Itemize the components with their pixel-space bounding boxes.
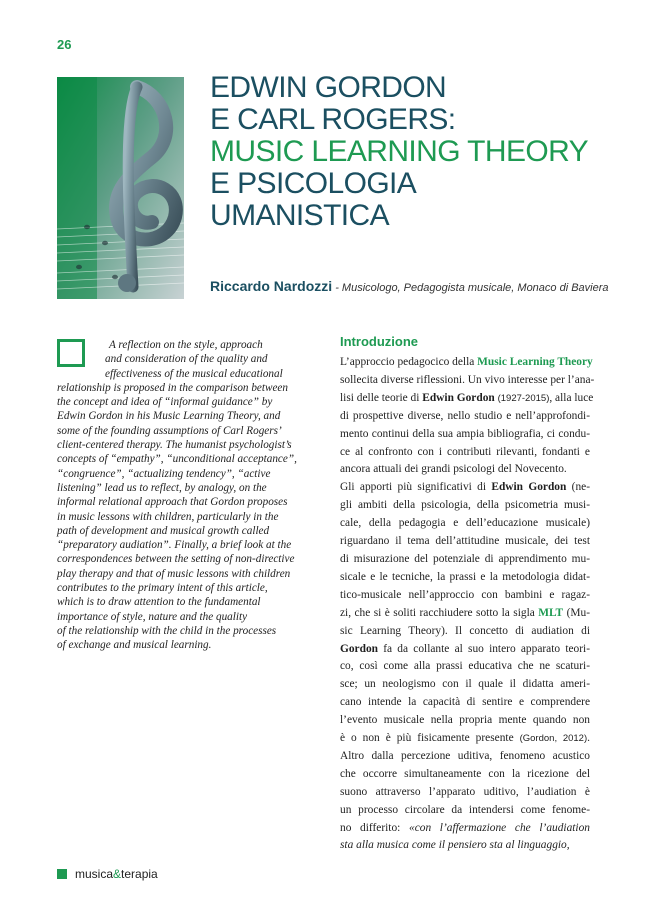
body-segment: no differito: (340, 821, 409, 834)
body-segment: di misurazione del potenziale di apprendimento mu- (340, 552, 590, 565)
body-line (340, 515, 590, 533)
title-line-5: UMANISTICA (210, 199, 390, 232)
abstract-box-icon (57, 339, 85, 367)
body-line (340, 426, 590, 444)
body-line (340, 587, 590, 605)
footer-brand-amp: & (113, 867, 122, 881)
body-line (340, 444, 590, 462)
body-segment: mento continui della sua ampia bibliografia, ci condu- (340, 427, 590, 440)
abstract-line: contributes to the primary intent of this article, (57, 582, 268, 595)
body-line (340, 837, 590, 855)
treble-clef-image (57, 77, 184, 299)
footer-square-icon (57, 869, 67, 879)
body-segment: Edwin Gordon (422, 391, 495, 404)
body-segment: zi, che si è soliti racchiudere sotto la sigla (340, 606, 539, 619)
body-segment: co, così come alla prassi educativa che ne scaturi- (340, 660, 590, 673)
body-segment: ancora attuali dei grandi psicologi del Novecento. (340, 463, 567, 476)
body-segment: (1927-2015) (497, 392, 550, 404)
body-segment: ce al confronto con i contributi rilevanti, fondanti e (340, 445, 590, 458)
body-line (340, 390, 594, 408)
abstract-line: concepts of “empathy”, “unconditional acceptance”, (57, 453, 297, 466)
abstract-line: play therapy and that of music lessons with children (57, 567, 291, 580)
body-line (340, 372, 595, 390)
abstract-line: Edwin Gordon in his Music Learning Theory, and (57, 410, 281, 423)
body-segment: L’approccio pedagocico della (340, 356, 478, 368)
abstract-line: informal relational approach that Gordon proposes (57, 496, 288, 509)
body-segment: Edwin Gordon (491, 481, 567, 494)
body-line (340, 820, 590, 838)
body-segment: un processo circolare da intendersi come fenome- (340, 803, 590, 816)
body-line (340, 730, 590, 748)
abstract-line: of the relationship with the child in the processes (57, 624, 277, 637)
body-segment: riguardano il tema dell’attitudine musicale, dei test (340, 535, 590, 548)
body-segment: l’evento musicale nella propria mente quando non (340, 714, 590, 727)
body-line (340, 551, 590, 569)
title-line-4: E PSICOLOGIA (210, 167, 417, 200)
footer-brand-part2: terapia (121, 867, 158, 881)
body-line (340, 766, 590, 784)
footer-brand-part1: musica (75, 867, 114, 881)
body-segment: (Mu- (563, 606, 590, 619)
abstract-line: relationship is proposed in the comparison between (57, 381, 288, 394)
abstract-line: client-centered therapy. The humanist psychologist’s (57, 439, 292, 452)
abstract-line: which is to draw attention to the fundamental (57, 596, 261, 609)
body-segment: Gordon (340, 642, 378, 655)
body-line (340, 748, 590, 766)
body-segment: Gli apporti più significativi di (340, 481, 492, 494)
body-segment: è o non è più fisicamente presente (340, 732, 520, 745)
body-line (340, 784, 590, 802)
body-segment: (ne- (566, 481, 591, 494)
body-line (340, 497, 590, 515)
title-line-2: E CARL ROGERS: (210, 103, 456, 136)
body-line (340, 802, 590, 820)
body-segment: sta alla musica come il pensiero sta al linguaggio, (340, 839, 570, 852)
body-segment: cano intende la capacità di sentire e comprendere (340, 696, 590, 709)
body-segment: gli ambiti della psicologia, della psicometria musi- (340, 499, 590, 512)
abstract-line: importance of style, nature and the quality (57, 610, 248, 623)
title-line-1: EDWIN GORDON (210, 71, 447, 104)
abstract-line: listening” lead us to reflect, by analogy, on the (57, 481, 267, 494)
body-segment: Altro dalla percezione uditiva, fenomeno acustico (340, 749, 590, 762)
body-line (340, 533, 590, 551)
author-role: Musicologo, Pedagogista musicale, Monaco di Baviera (341, 282, 609, 294)
body-line (340, 461, 590, 479)
body-line (340, 479, 590, 497)
body-line (340, 623, 590, 641)
abstract-line: “congruence”, “actualizing tendency”, “active (57, 467, 271, 480)
body-segment: sicale e le tecniche, la prassi e la metodologia didat- (340, 570, 590, 583)
body-segment: (Gordon, 2012) (519, 733, 588, 745)
section-heading: Introduzione (340, 334, 418, 349)
body-segment: fa da collante al suo intero apparato teori- (377, 642, 590, 655)
abstract-line: of exchange and musical learning. (57, 639, 212, 652)
abstract (57, 338, 307, 653)
body-segment: lisi delle teorie di (340, 391, 423, 404)
article-title (210, 72, 630, 232)
abstract-line: in music lessons with children, particularly in the (57, 510, 279, 523)
body-line (340, 605, 590, 623)
body-line (340, 569, 590, 587)
body-segment: sollecita diverse riflessioni. Un vivo interesse per l’ana- (340, 373, 595, 386)
body-line (340, 658, 590, 676)
body-line (340, 712, 590, 730)
body-line (340, 408, 590, 426)
body-line (340, 694, 590, 712)
footer-brand (57, 867, 158, 881)
body-segment: «con l’affermazione che l’audiation (409, 821, 590, 834)
abstract-line: and consideration of the quality and (105, 353, 268, 366)
author-name: Riccardo Nardozzi (210, 278, 333, 294)
body-segment: che occorre simultaneamente con la ricezione del (340, 767, 590, 780)
byline-separator: - (332, 282, 342, 294)
abstract-line: some of the founding assumptions of Carl Rogers’ (57, 424, 282, 437)
body-segment: . (587, 732, 590, 745)
body-segment: Music Learning Theory (477, 356, 593, 368)
body-segment: sce; un neologismo con il quale il didatta ameri- (340, 678, 590, 691)
body-line (340, 354, 593, 372)
body-segment: cale, della pedagogia e dell’educazione musicale) (340, 517, 590, 530)
body-segment: , alla luce (549, 391, 594, 404)
body-segment: tico-musicale nell’approccio con bambini e ragaz- (340, 588, 590, 601)
body-text (340, 354, 595, 855)
byline (210, 278, 609, 296)
abstract-line: effectiveness of the musical educational (105, 367, 283, 380)
abstract-line: correspondences between the setting of non-directive (57, 553, 295, 566)
body-line (340, 641, 590, 659)
page-number: 26 (57, 37, 72, 52)
abstract-line: A reflection on the style, approach (109, 339, 263, 351)
body-segment: sic Learning Theory). Il concetto di audiation di (340, 624, 590, 637)
abstract-line: path of development and musical growth called (57, 524, 270, 537)
abstract-line: “preparatory audiation”. Finally, a brief look at the (57, 539, 292, 552)
body-segment: di prospettive diverse, nello studio e nell’approfondi- (340, 409, 590, 422)
title-line-3: MUSIC LEARNING THEORY (210, 135, 589, 168)
body-segment: MLT (538, 606, 564, 619)
body-segment: suono attraverso l’apparato uditivo, l’audiation è (340, 785, 590, 798)
body-line (340, 676, 590, 694)
abstract-line: the concept and idea of “informal guidance” by (57, 396, 273, 409)
